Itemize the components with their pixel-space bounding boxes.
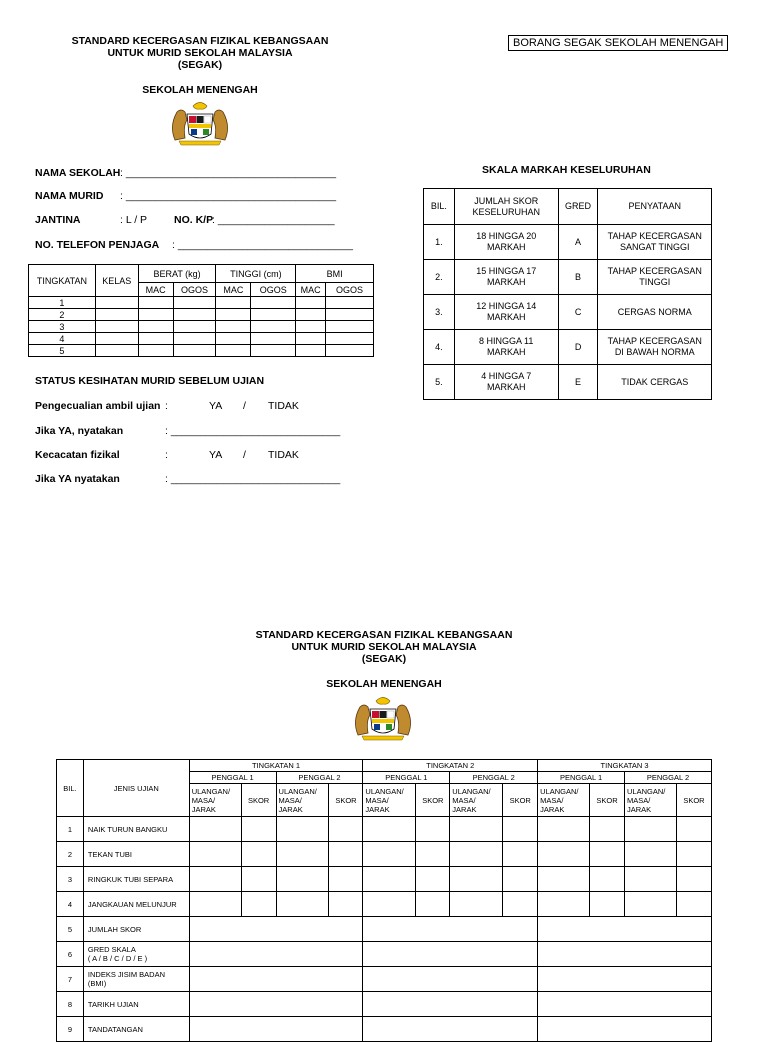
results-cell[interactable] — [625, 892, 677, 917]
penggal-2-header: PENGGAL 2 — [450, 772, 538, 784]
results-cell[interactable] — [329, 892, 363, 917]
results-cell[interactable] — [590, 817, 625, 842]
measure-cell[interactable] — [138, 297, 173, 309]
results-bil: 6 — [57, 942, 84, 967]
results-cell[interactable] — [363, 867, 416, 892]
score-scale-table — [423, 188, 712, 400]
results-cell[interactable] — [241, 842, 276, 867]
scale-bil: 5. — [424, 365, 455, 400]
fitness-results-table — [56, 759, 712, 1042]
scale-skor: 15 HINGGA 17 MARKAH — [454, 260, 558, 295]
results-cell[interactable] — [189, 817, 241, 842]
results-cell[interactable] — [241, 867, 276, 892]
col-mac: MAC — [296, 283, 326, 297]
tingkatan-1-header: TINGKATAN 1 — [189, 760, 363, 772]
school-name-label: NAMA SEKOLAH — [35, 167, 121, 179]
results-cell[interactable] — [676, 817, 711, 842]
tingkatan-number: 2 — [29, 309, 96, 321]
measure-cell[interactable] — [138, 345, 173, 357]
ic-number-field[interactable]: : ____________________ — [212, 214, 335, 226]
ulangan-header — [276, 784, 329, 817]
scale-title: SKALA MARKAH KESELURUHAN — [482, 164, 651, 176]
results-cell[interactable] — [590, 892, 625, 917]
measure-cell[interactable] — [173, 309, 216, 321]
measure-cell[interactable] — [326, 297, 374, 309]
ulangan-line: MASA/ — [452, 795, 476, 805]
scale-skor: 8 HINGGA 11 MARKAH — [454, 330, 558, 365]
ulangan-line: JARAK — [452, 804, 477, 814]
title-line-3: (SEGAK) — [361, 653, 407, 665]
if-yes-2-label: Jika YA nyatakan — [35, 473, 120, 485]
penggal-1-header: PENGGAL 1 — [189, 772, 276, 784]
measure-cell[interactable] — [251, 297, 296, 309]
scale-penyataan: CERGAS NORMA — [598, 295, 712, 330]
col-tingkatan: TINGKATAN — [29, 265, 96, 297]
guardian-phone-field[interactable]: : ______________________________ — [172, 239, 354, 251]
ulangan-line: JARAK — [540, 804, 565, 814]
measure-cell[interactable] — [251, 309, 296, 321]
penggal-1-header: PENGGAL 1 — [363, 772, 450, 784]
col-bmi: BMI — [296, 265, 374, 283]
col-ogos: OGOS — [251, 283, 296, 297]
ulangan-line: MASA/ — [278, 795, 302, 805]
skor-header: SKOR — [416, 784, 450, 817]
ulangan-line: JARAK — [627, 804, 652, 814]
results-cell[interactable] — [329, 842, 363, 867]
results-cell[interactable] — [503, 842, 538, 867]
scale-gred: C — [558, 295, 598, 330]
measure-cell[interactable] — [173, 321, 216, 333]
if-yes-field[interactable]: : _____________________________ — [165, 425, 341, 437]
measure-cell[interactable] — [296, 345, 326, 357]
form-reference-box: BORANG SEGAK SEKOLAH MENENGAH — [508, 35, 728, 51]
penggal-2-header: PENGGAL 2 — [625, 772, 712, 784]
measure-row — [29, 297, 374, 309]
scale-gred: B — [558, 260, 598, 295]
scale-penyataan: TIDAK CERGAS — [598, 365, 712, 400]
title-line-1: STANDARD KECERGASAN FIZIKAL KEBANGSAAN — [255, 629, 513, 641]
results-cell[interactable] — [538, 942, 712, 967]
measure-cell[interactable] — [216, 297, 251, 309]
results-cell[interactable] — [241, 817, 276, 842]
results-cell[interactable] — [329, 817, 363, 842]
results-bil: 1 — [57, 817, 84, 842]
results-cell[interactable] — [590, 867, 625, 892]
measure-cell[interactable] — [95, 345, 138, 357]
skor-header: SKOR — [590, 784, 625, 817]
scale-gred: D — [558, 330, 598, 365]
measure-cell[interactable] — [326, 345, 374, 357]
results-cell[interactable] — [538, 917, 712, 942]
scale-row — [424, 260, 712, 295]
ulangan-line: MASA/ — [191, 795, 216, 805]
body-measurement-table — [28, 264, 374, 357]
results-bil: 7 — [57, 967, 84, 992]
exemption-yes-option[interactable]: YA — [209, 400, 223, 412]
disability-label: Kecacatan fizikal — [35, 449, 120, 461]
skor-header: SKOR — [241, 784, 276, 817]
ulangan-header — [625, 784, 677, 817]
results-cell[interactable] — [276, 817, 329, 842]
results-cell[interactable] — [363, 817, 416, 842]
results-cell[interactable] — [189, 967, 363, 992]
if-yes-label: Jika YA, nyatakan — [35, 425, 124, 437]
measure-cell[interactable] — [296, 309, 326, 321]
measure-cell[interactable] — [95, 297, 138, 309]
tingkatan-3-header: TINGKATAN 3 — [538, 760, 712, 772]
results-test-name: TEKAN TUBI — [83, 842, 189, 867]
school-level: SEKOLAH MENENGAH — [142, 84, 258, 96]
ulangan-line: JARAK — [278, 804, 303, 814]
results-col-bil: BIL. — [57, 760, 84, 817]
school-level-2: SEKOLAH MENENGAH — [326, 678, 442, 690]
results-col-jenis: JENIS UJIAN — [83, 760, 189, 817]
scale-row — [424, 295, 712, 330]
ulangan-header — [538, 784, 590, 817]
results-cell[interactable] — [329, 867, 363, 892]
results-cell[interactable] — [189, 917, 363, 942]
results-cell[interactable] — [625, 817, 677, 842]
scale-bil: 3. — [424, 295, 455, 330]
gender-field[interactable]: : L / P — [120, 214, 148, 226]
title-line-1: STANDARD KECERGASAN FIZIKAL KEBANGSAAN — [71, 35, 329, 47]
results-cell[interactable] — [503, 817, 538, 842]
results-cell[interactable] — [363, 992, 538, 1017]
results-cell[interactable] — [538, 867, 590, 892]
results-test-name: RINGKUK TUBI SEPARA — [83, 867, 189, 892]
measure-cell[interactable] — [138, 333, 173, 345]
measure-row — [29, 309, 374, 321]
scale-skor: 18 HINGGA 20 MARKAH — [454, 225, 558, 260]
scale-col-bil: BIL. — [424, 189, 455, 225]
results-bil: 2 — [57, 842, 84, 867]
title-line-2: UNTUK MURID SEKOLAH MALAYSIA — [291, 641, 477, 653]
ulangan-line: ULANGAN/ — [452, 786, 491, 796]
scale-bil: 2. — [424, 260, 455, 295]
results-cell[interactable] — [676, 867, 711, 892]
results-test-name: JANGKAUAN MELUNJUR — [83, 892, 189, 917]
results-cell[interactable] — [416, 867, 450, 892]
results-cell[interactable] — [189, 992, 363, 1017]
measure-cell[interactable] — [216, 321, 251, 333]
scale-gred: E — [558, 365, 598, 400]
results-row — [57, 817, 712, 842]
coat-of-arms-icon — [348, 695, 418, 741]
results-bil: 8 — [57, 992, 84, 1017]
results-cell[interactable] — [363, 892, 416, 917]
title-line-2: UNTUK MURID SEKOLAH MALAYSIA — [107, 47, 293, 59]
results-cell[interactable] — [538, 1017, 712, 1042]
scale-row — [424, 330, 712, 365]
measure-cell[interactable] — [326, 309, 374, 321]
results-cell[interactable] — [189, 842, 241, 867]
exemption-colon: : — [165, 400, 168, 412]
skor-header: SKOR — [676, 784, 711, 817]
ulangan-line: MASA/ — [627, 795, 651, 805]
results-cell[interactable] — [416, 817, 450, 842]
results-row — [57, 892, 712, 917]
health-status-title: STATUS KESIHATAN MURID SEBELUM UJIAN — [35, 375, 265, 387]
results-test-name: INDEKS JISIM BADAN (BMI) — [83, 967, 189, 992]
results-test-name: JUMLAH SKOR — [83, 917, 189, 942]
gender-label: JANTINA — [35, 214, 81, 226]
measure-row — [29, 345, 374, 357]
results-cell[interactable] — [189, 892, 241, 917]
measure-cell[interactable] — [296, 321, 326, 333]
measure-cell[interactable] — [216, 345, 251, 357]
measure-cell[interactable] — [251, 333, 296, 345]
results-cell[interactable] — [625, 867, 677, 892]
scale-penyataan: TAHAP KECERGASAN SANGAT TINGGI — [598, 225, 712, 260]
ic-number-label: NO. K/P — [174, 214, 214, 226]
results-row — [57, 967, 712, 992]
results-cell[interactable] — [241, 892, 276, 917]
results-cell[interactable] — [538, 817, 590, 842]
ulangan-line: ULANGAN/ — [191, 786, 231, 796]
results-row — [57, 992, 712, 1017]
results-cell[interactable] — [189, 1017, 363, 1042]
results-row — [57, 842, 712, 867]
guardian-phone-label: NO. TELEFON PENJAGA — [35, 239, 160, 251]
form-title-2 — [224, 629, 544, 665]
results-cell[interactable] — [538, 842, 590, 867]
results-bil: 5 — [57, 917, 84, 942]
measure-cell[interactable] — [95, 333, 138, 345]
results-cell[interactable] — [538, 892, 590, 917]
measure-cell[interactable] — [95, 309, 138, 321]
results-bil: 4 — [57, 892, 84, 917]
scale-col-gred: GRED — [558, 189, 598, 225]
exemption-no-option[interactable]: TIDAK — [268, 400, 299, 412]
results-cell[interactable] — [189, 867, 241, 892]
tingkatan-number: 4 — [29, 333, 96, 345]
disability-no-option[interactable]: TIDAK — [268, 449, 299, 461]
measure-cell[interactable] — [251, 345, 296, 357]
title-line-3: (SEGAK) — [177, 59, 223, 71]
measure-cell[interactable] — [173, 333, 216, 345]
col-mac: MAC — [216, 283, 251, 297]
results-test-name: TARIKH UJIAN — [83, 992, 189, 1017]
results-cell[interactable] — [363, 917, 538, 942]
ulangan-header — [450, 784, 503, 817]
exemption-label: Pengecualian ambil ujian — [35, 400, 161, 412]
ulangan-line: JARAK — [191, 804, 216, 814]
if-yes-2-field[interactable]: : _____________________________ — [165, 473, 341, 485]
measure-cell[interactable] — [173, 297, 216, 309]
results-row — [57, 867, 712, 892]
col-tinggi: TINGGI (cm) — [216, 265, 296, 283]
ulangan-line: MASA/ — [365, 795, 389, 805]
student-name-field[interactable]: : ____________________________________ — [120, 190, 337, 202]
skor-header: SKOR — [329, 784, 363, 817]
measure-cell[interactable] — [173, 345, 216, 357]
penggal-2-header: PENGGAL 2 — [276, 772, 363, 784]
results-cell[interactable] — [363, 942, 538, 967]
school-name-field[interactable]: : ____________________________________ — [120, 167, 337, 179]
col-mac: MAC — [138, 283, 173, 297]
ulangan-line: ULANGAN/ — [540, 786, 579, 796]
measure-cell[interactable] — [138, 321, 173, 333]
form-title — [40, 35, 360, 71]
results-cell[interactable] — [625, 842, 677, 867]
measure-row — [29, 333, 374, 345]
scale-col-skor: JUMLAH SKOR KESELURUHAN — [454, 189, 558, 225]
col-ogos: OGOS — [173, 283, 216, 297]
ulangan-line: ULANGAN/ — [365, 786, 404, 796]
results-row — [57, 917, 712, 942]
results-cell[interactable] — [538, 967, 712, 992]
student-name-label: NAMA MURID — [35, 190, 104, 202]
scale-skor: 12 HINGGA 14 MARKAH — [454, 295, 558, 330]
col-kelas: KELAS — [95, 265, 138, 297]
results-bil: 3 — [57, 867, 84, 892]
results-bil: 9 — [57, 1017, 84, 1042]
results-cell[interactable] — [363, 1017, 538, 1042]
measure-cell[interactable] — [216, 309, 251, 321]
scale-gred: A — [558, 225, 598, 260]
col-berat: BERAT (kg) — [138, 265, 216, 283]
results-cell[interactable] — [450, 892, 503, 917]
results-cell[interactable] — [363, 967, 538, 992]
results-cell[interactable] — [276, 892, 329, 917]
measure-row — [29, 321, 374, 333]
results-cell[interactable] — [503, 892, 538, 917]
skor-header: SKOR — [503, 784, 538, 817]
ulangan-line: JARAK — [365, 804, 390, 814]
measure-cell[interactable] — [138, 309, 173, 321]
coat-of-arms-icon — [165, 100, 235, 146]
results-test-name: NAIK TURUN BANGKU — [83, 817, 189, 842]
tingkatan-number: 1 — [29, 297, 96, 309]
measure-cell[interactable] — [251, 321, 296, 333]
measure-cell[interactable] — [326, 333, 374, 345]
tingkatan-2-header: TINGKATAN 2 — [363, 760, 538, 772]
tingkatan-number: 3 — [29, 321, 96, 333]
measure-cell[interactable] — [95, 321, 138, 333]
scale-row — [424, 225, 712, 260]
results-cell[interactable] — [450, 817, 503, 842]
results-cell[interactable] — [538, 992, 712, 1017]
results-row — [57, 942, 712, 967]
ulangan-line: ULANGAN/ — [627, 786, 666, 796]
scale-row — [424, 365, 712, 400]
scale-bil: 1. — [424, 225, 455, 260]
measure-cell[interactable] — [296, 333, 326, 345]
results-test-name: GRED SKALA ( A / B / C / D / E ) — [83, 942, 189, 967]
results-cell[interactable] — [276, 867, 329, 892]
disability-slash: / — [243, 449, 246, 461]
scale-penyataan: TAHAP KECERGASAN DI BAWAH NORMA — [598, 330, 712, 365]
scale-penyataan: TAHAP KECERGASAN TINGGI — [598, 260, 712, 295]
results-cell[interactable] — [590, 842, 625, 867]
results-row — [57, 1017, 712, 1042]
results-cell[interactable] — [416, 842, 450, 867]
results-cell[interactable] — [676, 842, 711, 867]
ulangan-line: MASA/ — [540, 795, 564, 805]
scale-col-penyataan: PENYATAAN — [598, 189, 712, 225]
measure-cell[interactable] — [326, 321, 374, 333]
results-cell[interactable] — [363, 842, 416, 867]
ulangan-header — [189, 784, 241, 817]
results-cell[interactable] — [416, 892, 450, 917]
results-cell[interactable] — [450, 867, 503, 892]
tingkatan-number: 5 — [29, 345, 96, 357]
ulangan-line: ULANGAN/ — [278, 786, 317, 796]
disability-yes-option[interactable]: YA — [209, 449, 223, 461]
scale-skor: 4 HINGGA 7 MARKAH — [454, 365, 558, 400]
exemption-slash: / — [243, 400, 246, 412]
results-cell[interactable] — [189, 942, 363, 967]
results-cell[interactable] — [276, 842, 329, 867]
scale-bil: 4. — [424, 330, 455, 365]
penggal-1-header: PENGGAL 1 — [538, 772, 625, 784]
results-cell[interactable] — [676, 892, 711, 917]
measure-cell[interactable] — [296, 297, 326, 309]
measure-cell[interactable] — [216, 333, 251, 345]
ulangan-header — [363, 784, 416, 817]
results-cell[interactable] — [503, 867, 538, 892]
col-ogos: OGOS — [326, 283, 374, 297]
results-test-name: TANDATANGAN — [83, 1017, 189, 1042]
disability-colon: : — [165, 449, 168, 461]
results-cell[interactable] — [450, 842, 503, 867]
